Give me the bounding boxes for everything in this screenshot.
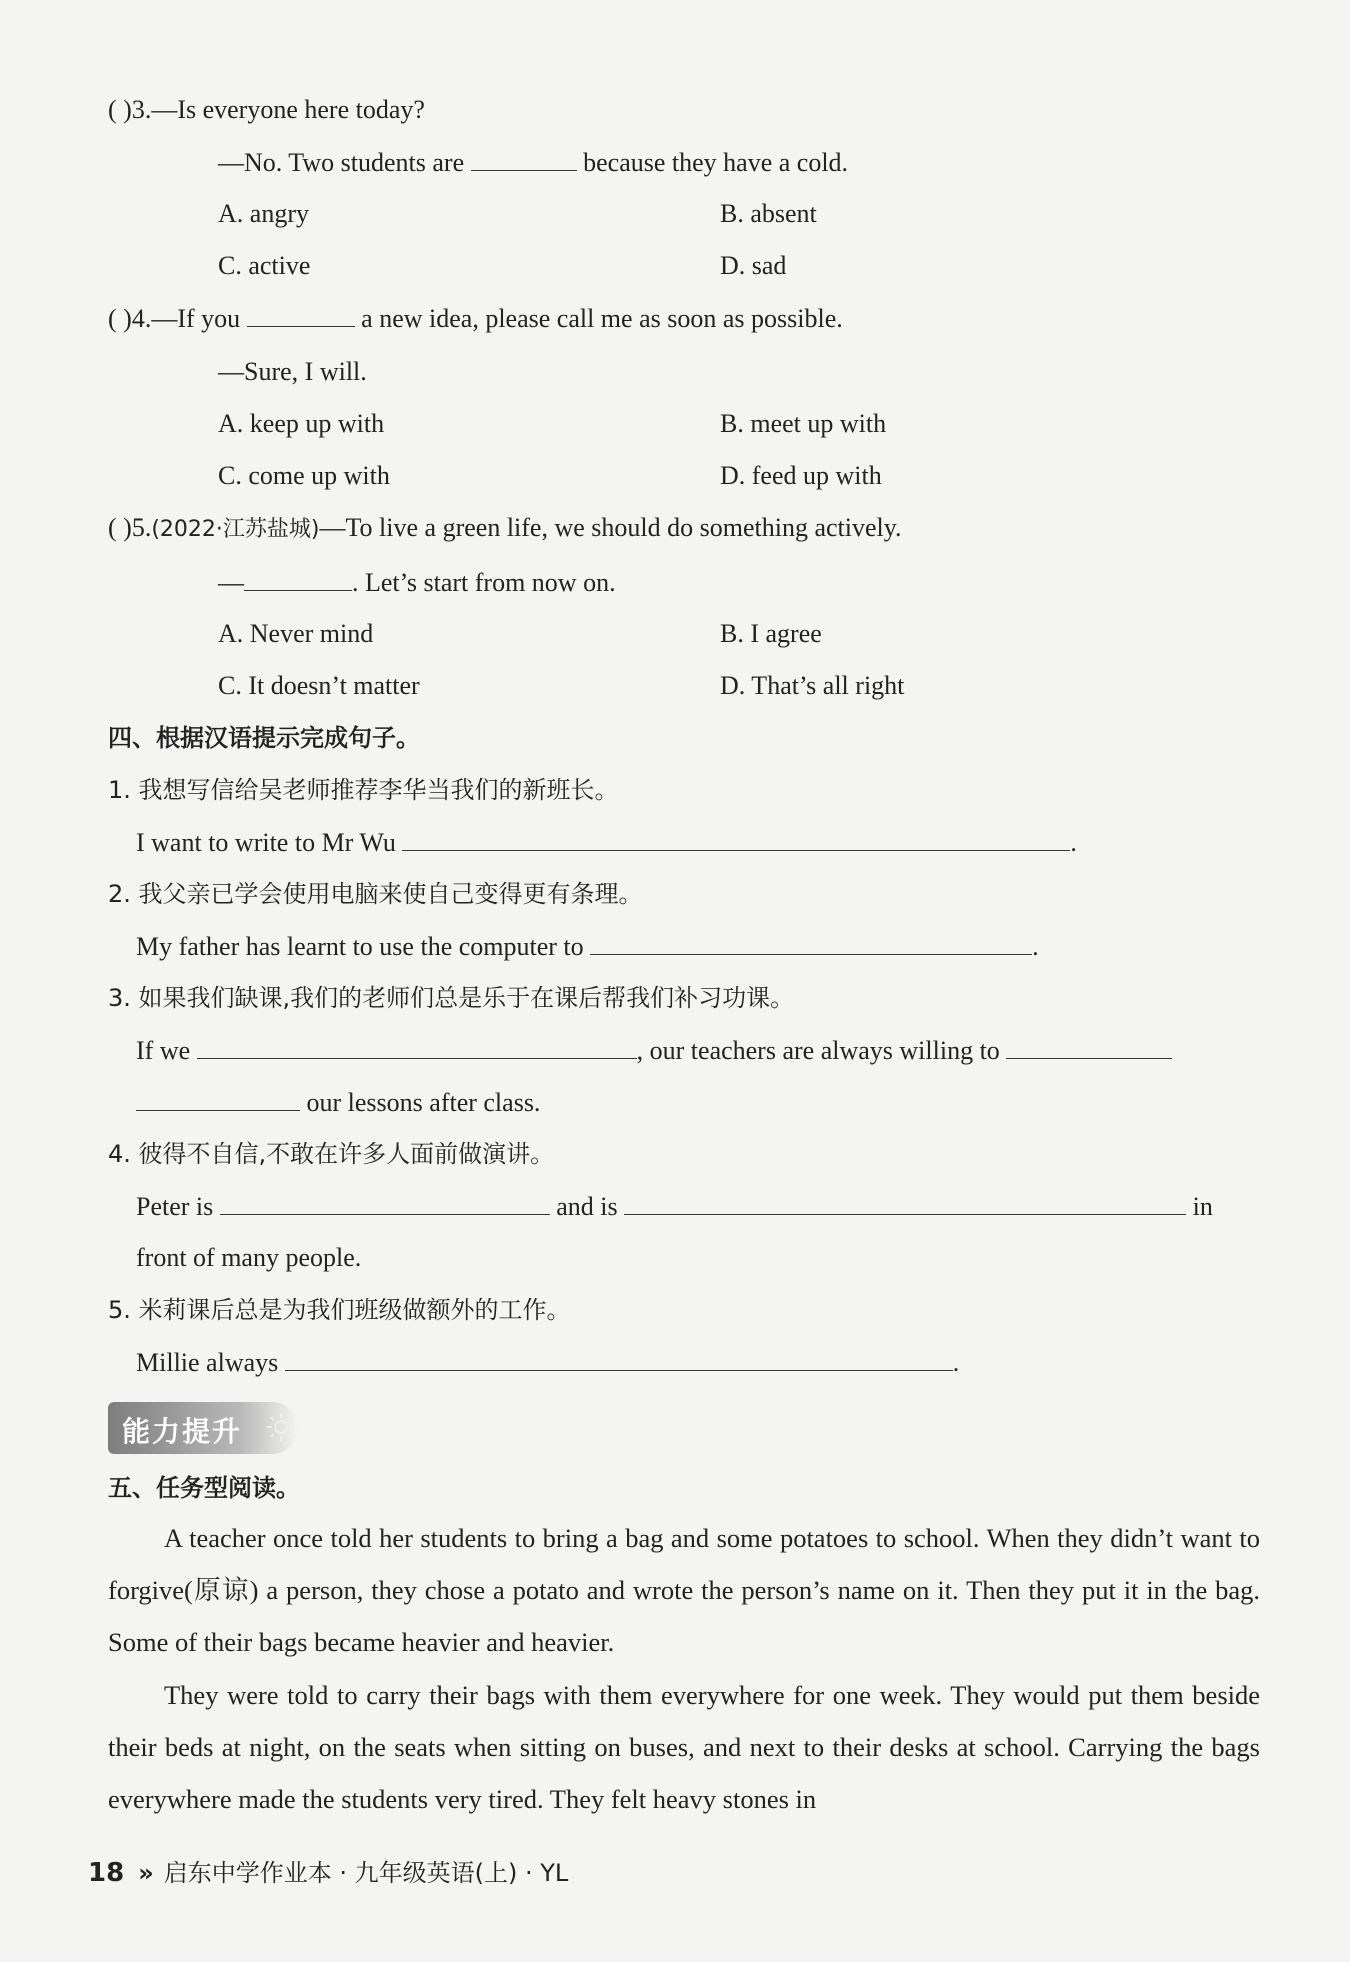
sentence-2-english	[136, 930, 1039, 963]
sentence-5-prompt: Millie always	[136, 1348, 279, 1377]
sentence-4-english-cont: front of many people.	[136, 1243, 362, 1272]
q4-option-c[interactable]: C. come up with	[218, 461, 390, 490]
period: .	[952, 1348, 960, 1377]
question-3	[108, 94, 425, 126]
section-5-title: 五、任务型阅读。	[108, 1474, 300, 1502]
q3-option-c[interactable]: C. active	[218, 251, 311, 280]
question-3-number: ( )3.	[108, 95, 152, 124]
paragraph-1-text: A teacher once told her students to bring a bag and some potatoes to school. When they didn’t want to forgive(原谅) a person, they chose a potato and wrote the person’s name on it. Then they put it in the bag. Some of their bags became heavier and heavier.	[108, 1523, 1260, 1657]
answer-blank[interactable]	[590, 930, 1032, 955]
q5-option-a[interactable]: A. Never mind	[218, 619, 374, 648]
banner-title: 能力提升	[122, 1415, 243, 1448]
question-5-number: ( )5.	[108, 513, 152, 542]
sentence-3-prompt-b: , our teachers are always willing to	[636, 1036, 1000, 1065]
period: .	[1032, 932, 1039, 961]
q5-option-c[interactable]: C. It doesn’t matter	[218, 671, 420, 700]
sentence-2-chinese: 2. 我父亲已学会使用电脑来使自己变得更有条理。	[108, 880, 643, 908]
question-5-dash: —	[218, 568, 244, 597]
answer-blank[interactable]	[247, 302, 355, 327]
question-3-line2-start: —No. Two students are	[218, 148, 465, 177]
answer-blank[interactable]	[136, 1086, 300, 1111]
answer-blank[interactable]	[402, 826, 1070, 851]
sentence-4-prompt-c: in	[1192, 1192, 1213, 1221]
sentence-4-prompt-a: Peter is	[136, 1192, 214, 1221]
answer-blank[interactable]	[1006, 1034, 1172, 1059]
question-4	[108, 302, 843, 335]
sentence-1-english	[136, 826, 1077, 859]
question-4-line1-start: —If you	[151, 304, 241, 333]
sentence-3-english-cont	[136, 1086, 540, 1119]
question-5-line1: —To live a green life, we should do something actively.	[319, 513, 902, 542]
q4-option-a[interactable]: A. keep up with	[218, 409, 385, 438]
page-footer	[88, 1853, 568, 1888]
page-number: 18	[88, 1858, 125, 1888]
q5-option-b[interactable]: B. I agree	[720, 619, 822, 648]
q3-option-d[interactable]: D. sad	[720, 251, 787, 280]
sun-icon	[266, 1412, 296, 1442]
sentence-3-chinese: 3. 如果我们缺课,我们的老师们总是乐于在课后帮我们补习功课。	[108, 984, 795, 1012]
paragraph-2-text: They were told to carry their bags with them everywhere for one week. They would put them beside their beds at night, on the seats when sitting on buses, and next to their desks at school. Carrying the bags everywhere made the students very tired. They felt heavy stones in	[108, 1680, 1260, 1814]
answer-blank[interactable]	[624, 1190, 1186, 1215]
sentence-1-prompt: I want to write to Mr Wu	[136, 828, 396, 857]
reading-paragraph-2	[108, 1669, 1260, 1825]
question-5-answer-line	[218, 566, 616, 599]
answer-blank[interactable]	[471, 146, 577, 171]
sentence-3-prompt-a: If we	[136, 1036, 191, 1065]
question-3-line1: —Is everyone here today?	[151, 95, 425, 124]
question-3-line2-end: because they have a cold.	[583, 148, 849, 177]
sentence-4-english	[136, 1190, 1213, 1223]
question-4-line1-end: a new idea, please call me as soon as possible.	[361, 304, 843, 333]
sentence-3-english	[136, 1034, 1172, 1067]
q3-option-b[interactable]: B. absent	[720, 199, 817, 228]
sentence-4-prompt-b: and is	[556, 1192, 618, 1221]
section-4-title: 四、根据汉语提示完成句子。	[108, 724, 420, 752]
answer-blank[interactable]	[244, 566, 352, 591]
answer-blank[interactable]	[285, 1346, 953, 1371]
ability-banner	[108, 1402, 298, 1454]
question-3-answer-line	[218, 146, 848, 179]
book-title: 启东中学作业本 · 九年级英语(上) · YL	[163, 1859, 569, 1887]
q4-option-d[interactable]: D. feed up with	[720, 461, 882, 490]
q3-option-a[interactable]: A. angry	[218, 199, 309, 228]
sentence-2-prompt: My father has learnt to use the computer to	[136, 932, 584, 961]
question-4-number: ( )4.	[108, 304, 152, 333]
sentence-4-chinese: 4. 彼得不自信,不敢在许多人面前做演讲。	[108, 1140, 555, 1168]
double-chevron-icon: »	[138, 1859, 154, 1887]
q5-option-d[interactable]: D. That’s all right	[720, 671, 905, 700]
sentence-3-prompt-c: our lessons after class.	[306, 1088, 541, 1117]
sentence-5-english	[136, 1346, 959, 1379]
reading-paragraph-1	[108, 1512, 1260, 1668]
question-5-line2-end: . Let’s start from now on.	[352, 568, 616, 597]
q4-option-b[interactable]: B. meet up with	[720, 409, 887, 438]
period: .	[1070, 828, 1077, 857]
answer-blank[interactable]	[220, 1190, 550, 1215]
question-5	[108, 512, 902, 546]
question-5-source: (2022·江苏盐城)	[151, 517, 320, 542]
sentence-1-chinese: 1. 我想写信给吴老师推荐李华当我们的新班长。	[108, 776, 619, 804]
answer-blank[interactable]	[197, 1034, 637, 1059]
question-4-line2: —Sure, I will.	[218, 357, 367, 386]
sentence-5-chinese: 5. 米莉课后总是为我们班级做额外的工作。	[108, 1296, 571, 1324]
